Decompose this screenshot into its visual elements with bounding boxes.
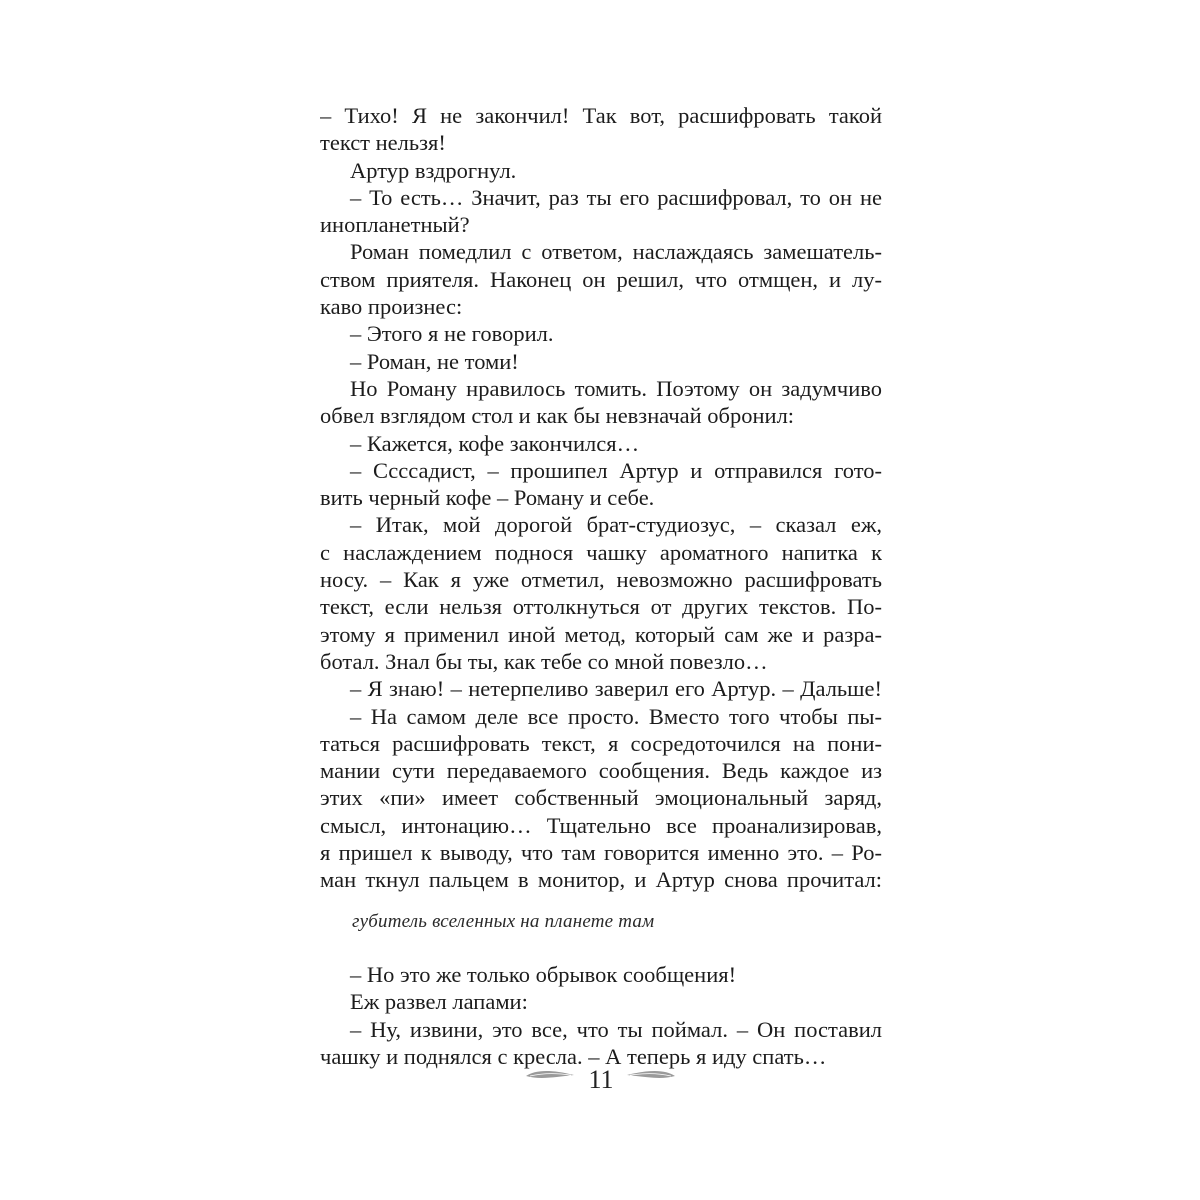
leaf-ornament-right-icon <box>626 1068 676 1089</box>
main-text-continued <box>320 961 882 1070</box>
text-line: ством приятеля. Наконец он решил, что отмщен, и лу- <box>320 266 882 292</box>
leaf-ornament-left-icon <box>525 1068 575 1089</box>
text-line: каво произнес: <box>320 294 463 320</box>
text-line: обвел взглядом стол и как бы невзначай обронил: <box>320 403 795 429</box>
text-line: Но Роману нравилось томить. Поэтому он задумчиво <box>350 375 882 401</box>
text-line: Еж развел лапами: <box>350 989 528 1015</box>
text-line: Роман помедлил с ответом, наслаждаясь замешатель- <box>350 239 882 265</box>
text-line: чашку и поднялся с кресла. – А теперь я иду спать… <box>320 1043 827 1069</box>
page-number: 11 <box>588 1065 614 1094</box>
text-line: – Итак, мой дорогой брат-студиозус, – сказал еж, <box>350 512 882 538</box>
text-line: – Тихо! Я не закончил! Так вот, расшифровать такой <box>320 103 882 128</box>
text-line: вить черный кофе – Роману и себе. <box>320 485 655 511</box>
italic-quote: губитель вселенных на планете там <box>352 911 655 932</box>
text-line: – Ссссадист, – прошипел Артур и отправился гото- <box>350 457 882 483</box>
text-line: – Ну, извини, это все, что ты поймал. – Он поставил <box>350 1016 882 1042</box>
text-line: ман ткнул пальцем в монитор, и Артур снова прочитал: <box>320 867 882 893</box>
text-line: этому я применил иной метод, который сам же и разра- <box>320 621 882 647</box>
text-line: – Роман, не томи! <box>350 348 519 374</box>
text-line: я пришел к выводу, что там говорится именно это. – Ро- <box>320 840 882 866</box>
text-line: – Этого я не говорил. <box>350 321 554 347</box>
text-line: мании сути передаваемого сообщения. Ведь каждое из <box>320 758 882 784</box>
text-line: Артур вздрогнул. <box>350 157 517 183</box>
text-line: текст, если нельзя оттолкнуться от других текстов. По- <box>320 594 882 620</box>
text-line: таться расшифровать текст, я сосредоточился на пони- <box>320 730 882 756</box>
text-line: с наслаждением поднося чашку ароматного напитка к <box>320 539 882 565</box>
text-line: – Но это же только обрывок сообщения! <box>350 962 737 987</box>
page-footer <box>0 1060 1200 1100</box>
main-text <box>320 102 882 894</box>
text-line: носу. – Как я уже отметил, невозможно расшифровать <box>320 567 882 593</box>
text-line: текст нельзя! <box>320 130 446 156</box>
text-line: инопланетный? <box>320 212 470 238</box>
text-line: ботал. Знал бы ты, как тебе со мной повезло… <box>320 648 768 674</box>
text-line: – То есть… Значит, раз ты его расшифровал, то он не <box>350 184 882 210</box>
text-line: этих «пи» имеет собственный эмоциональный заряд, <box>320 785 882 811</box>
text-line: смысл, интонацию… Тщательно все проанализировав, <box>320 812 882 838</box>
text-line: – Я знаю! – нетерпеливо заверил его Артур. – Дальше! <box>350 676 882 702</box>
text-line: – На самом деле все просто. Вместо того чтобы пы- <box>350 703 882 729</box>
text-line: – Кажется, кофе закончился… <box>350 430 640 456</box>
